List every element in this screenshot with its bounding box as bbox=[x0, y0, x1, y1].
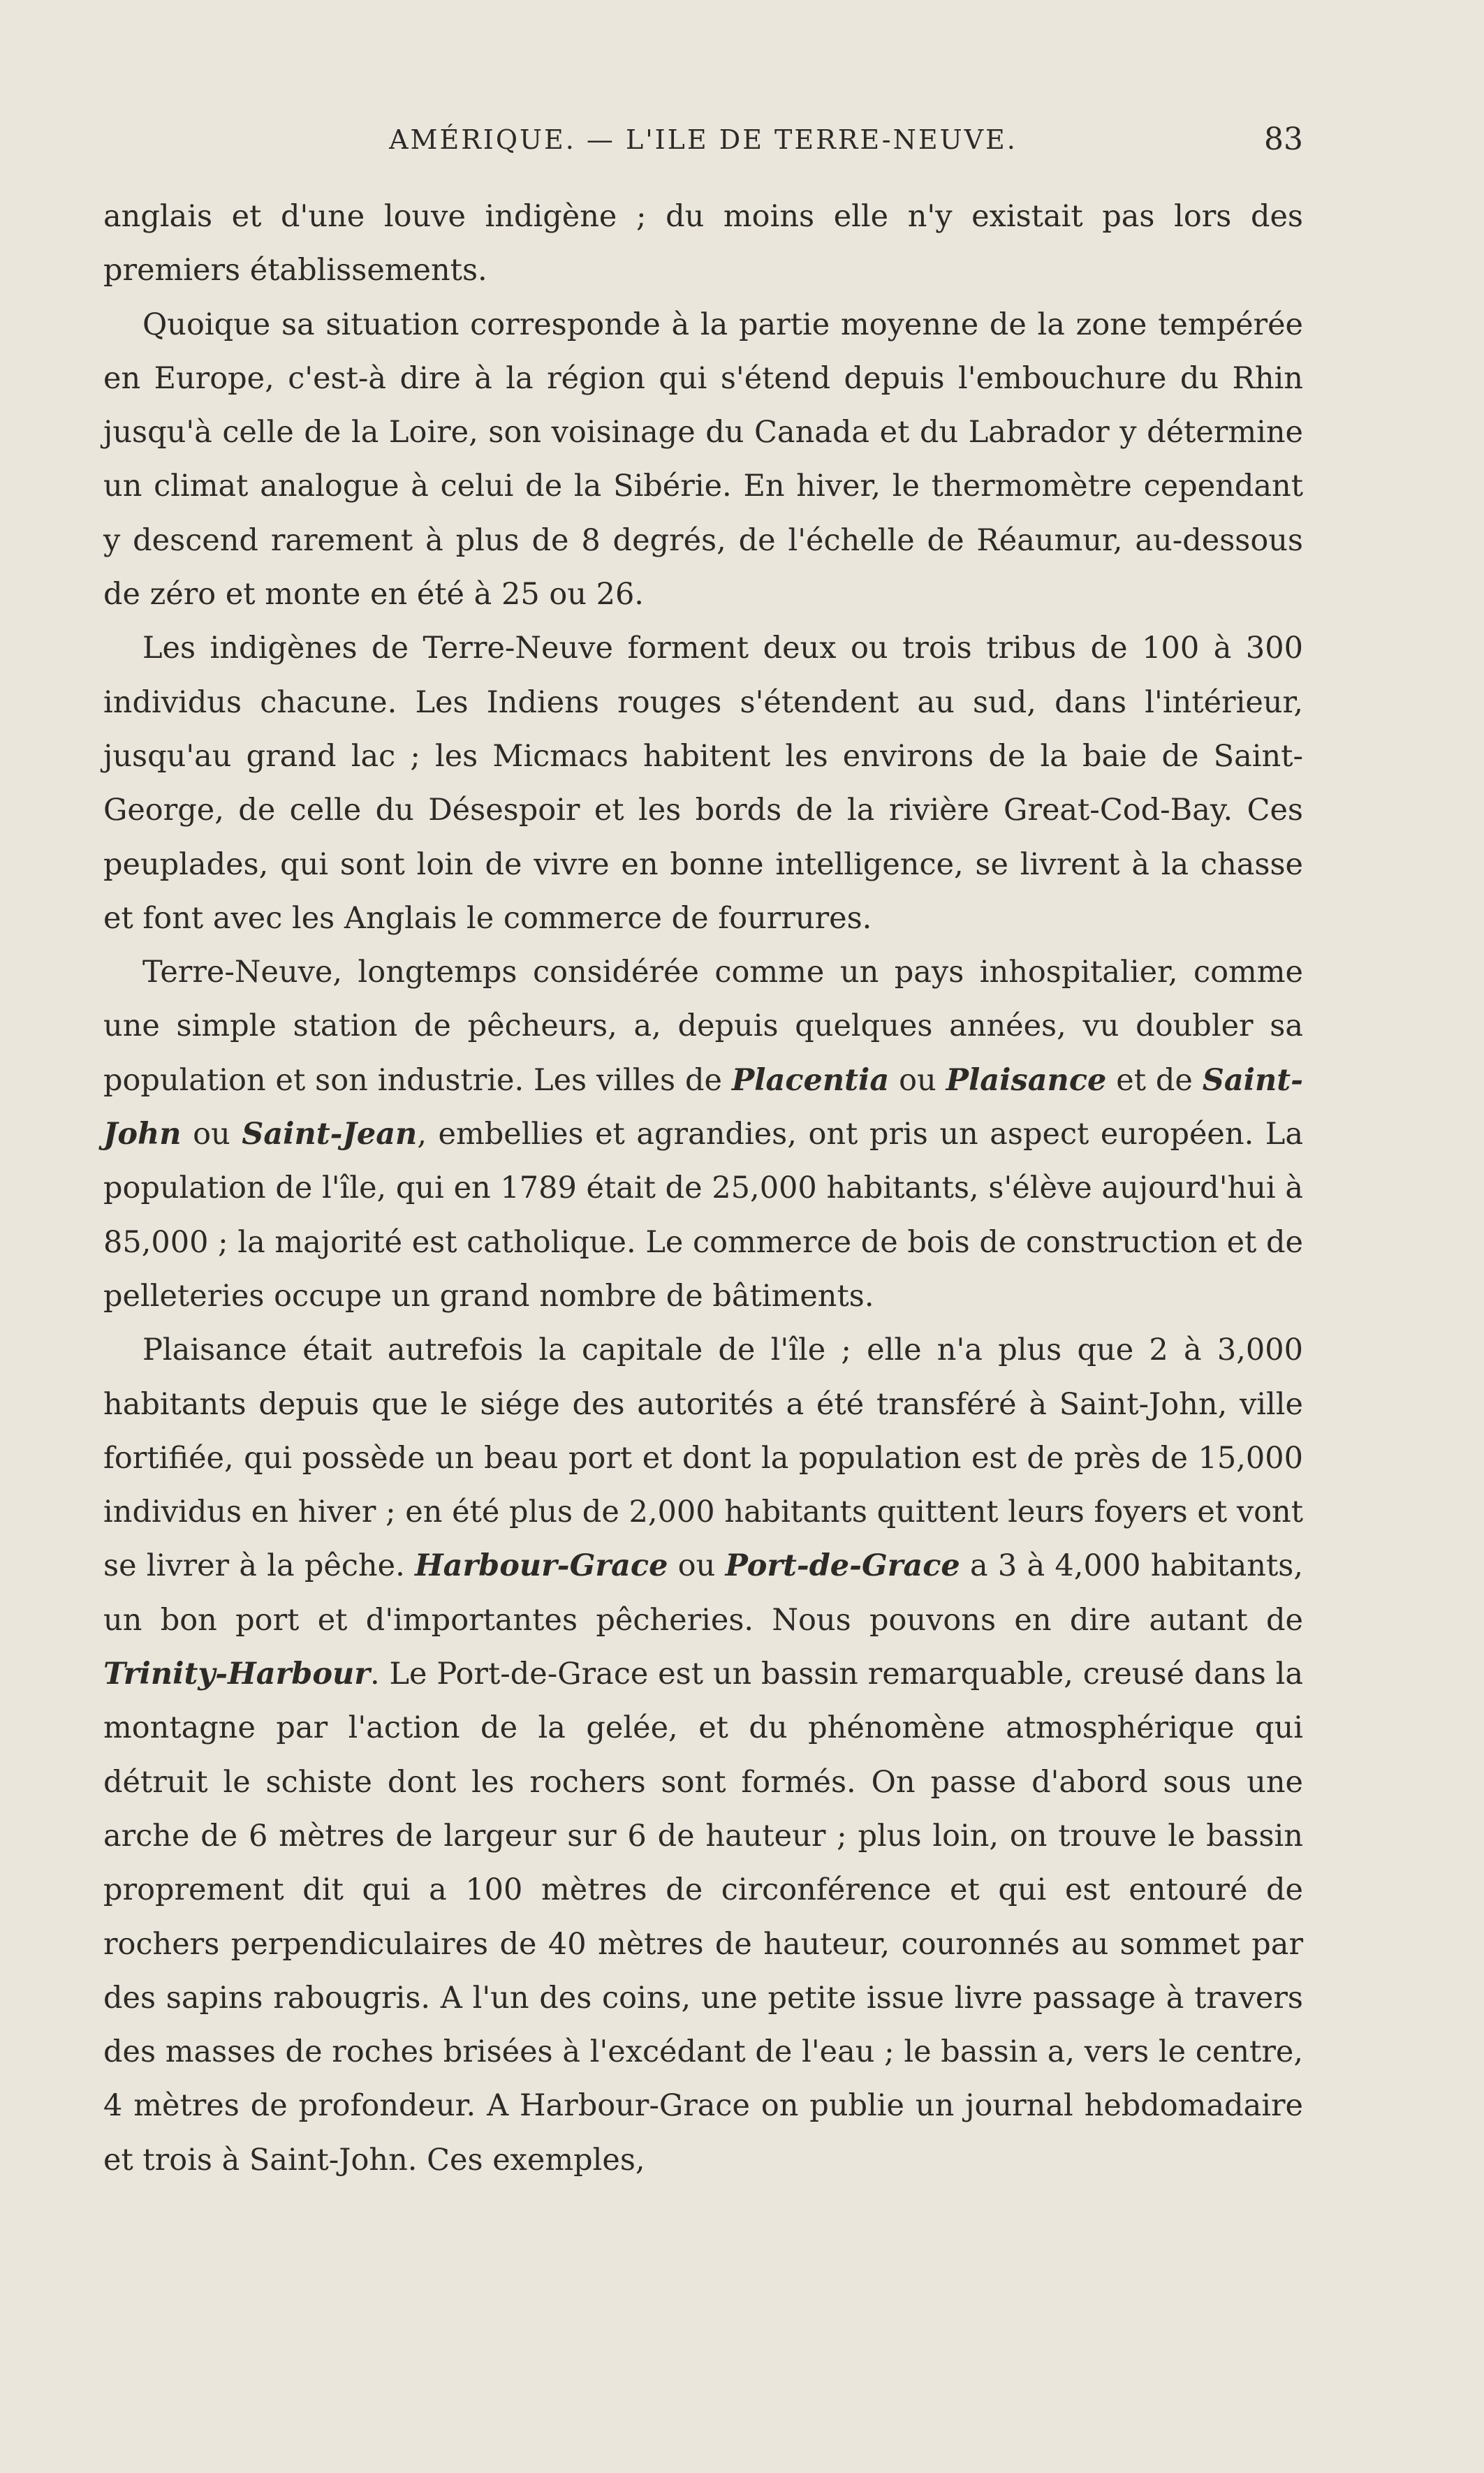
text-segment: Plaisance était autrefois la capitale de l'île ; elle n'a plus que 2 à 3,000 habitants depuis que le siége des autorités a été transféré à Saint-John, ville fortifiée, qui possède un beau port et dont la population est de près de 15,000 individus en hiver ; en été plus de 2,000 habitants quittent leurs foyers et vont se livrer à la pêche. bbox=[103, 1333, 1303, 1584]
paragraph-continuation: anglais et d'une louve indigène ; du moins elle n'y existait pas lors des premiers établissements. bbox=[103, 199, 1303, 288]
place-name-harbour-grace: Harbour-Grace bbox=[415, 1548, 668, 1584]
place-name-plaisance: Plaisance bbox=[946, 1062, 1107, 1098]
text-segment: ou bbox=[181, 1117, 242, 1152]
place-name-trinity-harbour: Trinity-Harbour bbox=[103, 1657, 370, 1692]
page-number: 83 bbox=[1264, 122, 1303, 157]
place-name-placentia: Placentia bbox=[731, 1062, 890, 1098]
text-body bbox=[103, 190, 1303, 2187]
place-name-saint-jean: Saint-Jean bbox=[242, 1117, 418, 1152]
text-segment: et de bbox=[1106, 1062, 1203, 1098]
text-segment: . Le Port-de-Grace est un bassin remarquable, creusé dans la montagne par l'action de la gelée, et du phénomène atmosphérique qui détruit le schiste dont les rochers sont formés. On passe d'abord sous une arche de 6 mètres de largeur sur 6 de hauteur ; plus loin, on trouve le bassin proprement dit qui a 100 mètres de circonférence et qui est entouré de rochers perpendiculaires de 40 mètres de hauteur, couronnés au sommet par des sapins rabougris. A l'un des coins, une petite issue livre passage à travers des masses de roches brisées à l'excédant de l'eau ; le bassin a, vers le centre, 4 mètres de profondeur. A Harbour-Grace on publie un journal hebdomadaire et trois à Saint-John. Ces exemples, bbox=[103, 1657, 1303, 2178]
text-segment: ou bbox=[668, 1548, 726, 1584]
paragraph-towns bbox=[103, 1323, 1303, 2187]
text-segment: , embellies et agrandies, ont pris un aspect européen. La population de l'île, qui en 1789 était de 25,000 habitants, s'élève aujourd'hui à 85,000 ; la majorité est catholique. Le commerce de bois de construction et de pelleteries occupe un grand nombre de bâtiments. bbox=[103, 1117, 1303, 1314]
paragraph-indigenous: Les indigènes de Terre-Neuve forment deux ou trois tribus de 100 à 300 individus chacune. Les Indiens rouges s'étendent au sud, dans l'intérieur, jusqu'au grand lac ; les Micmacs habitent les environs de la baie de Saint-George, de celle du Désespoir et les bords de la rivière Great-Cod-Bay. Ces peuplades, qui sont loin de vivre en bonne intelligence, se livrent à la chasse et font avec les Anglais le commerce de fourrures. bbox=[103, 631, 1303, 936]
place-name-saint-john: Saint-John bbox=[103, 1062, 1303, 1152]
paragraph-population bbox=[103, 946, 1303, 1323]
text-segment: Terre-Neuve, longtemps considérée comme un pays inhospitalier, comme une simple station de pêcheurs, a, depuis quelques années, vu doubler sa population et son industrie. Les villes de bbox=[103, 955, 1303, 1098]
place-name-port-de-grace: Port-de-Grace bbox=[725, 1548, 960, 1584]
page-header bbox=[103, 119, 1303, 168]
paragraph-climate: Quoique sa situation corresponde à la partie moyenne de la zone tempérée en Europe, c'est-à dire à la région qui s'étend depuis l'embouchure du Rhin jusqu'à celle de la Loire, son voisinage du Canada et du Labrador y détermine un climat analogue à celui de la Sibérie. En hiver, le thermomètre cependant y descend rarement à plus de 8 degrés, de l'échelle de Réaumur, au-dessous de zéro et monte en été à 25 ou 26. bbox=[103, 307, 1303, 612]
running-title: AMÉRIQUE. — L'ILE DE TERRE-NEUVE. bbox=[389, 124, 1018, 155]
text-segment: ou bbox=[889, 1062, 946, 1098]
text-segment: a 3 à 4,000 habitants, un bon port et d'importantes pêcheries. Nous pouvons en dire autant de bbox=[103, 1548, 1303, 1638]
